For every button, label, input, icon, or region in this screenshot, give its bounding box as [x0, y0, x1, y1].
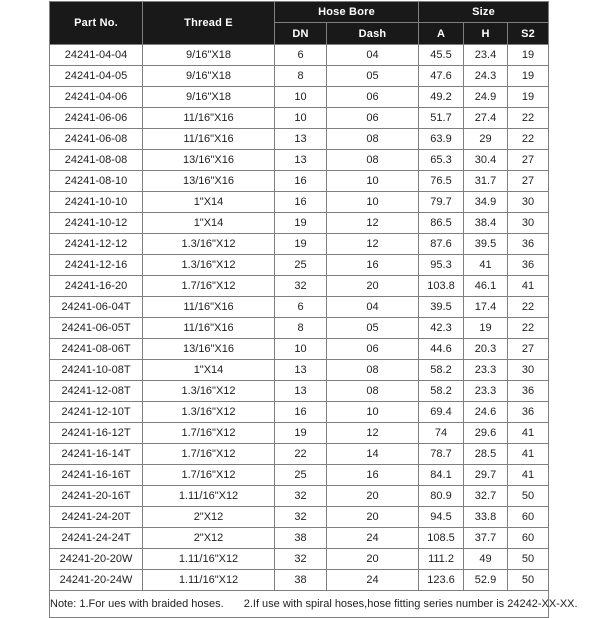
cell-part-no: 24241-06-05T [50, 318, 143, 339]
table-header [50, 2, 549, 45]
cell-dn: 10 [275, 87, 327, 108]
cell-h: 24.3 [464, 66, 508, 87]
cell-part-no: 24241-06-08 [50, 129, 143, 150]
table-row [50, 150, 549, 171]
cell-h: 49 [464, 549, 508, 570]
cell-s2: 50 [508, 570, 549, 591]
table-row [50, 381, 549, 402]
cell-dash: 08 [327, 150, 419, 171]
col-group-header-size: Size [419, 2, 549, 23]
cell-part-no: 24241-08-06T [50, 339, 143, 360]
cell-a: 65.3 [419, 150, 464, 171]
table-row [50, 192, 549, 213]
cell-s2: 27 [508, 339, 549, 360]
table-row [50, 87, 549, 108]
cell-h: 17.4 [464, 297, 508, 318]
cell-part-no: 24241-24-24T [50, 528, 143, 549]
cell-h: 30.4 [464, 150, 508, 171]
cell-a: 94.5 [419, 507, 464, 528]
cell-a: 79.7 [419, 192, 464, 213]
cell-dn: 6 [275, 45, 327, 66]
table-row [50, 528, 549, 549]
cell-s2: 30 [508, 192, 549, 213]
cell-thread-e: 9/16"X18 [143, 87, 275, 108]
cell-dn: 25 [275, 465, 327, 486]
cell-a: 76.5 [419, 171, 464, 192]
table-footer [50, 591, 578, 618]
cell-dash: 20 [327, 507, 419, 528]
cell-dn: 32 [275, 549, 327, 570]
table-body [50, 45, 549, 591]
cell-a: 80.9 [419, 486, 464, 507]
cell-dash: 06 [327, 87, 419, 108]
cell-thread-e: 1"X14 [143, 192, 275, 213]
cell-dn: 32 [275, 486, 327, 507]
cell-a: 123.6 [419, 570, 464, 591]
cell-a: 45.5 [419, 45, 464, 66]
cell-h: 31.7 [464, 171, 508, 192]
table-row [50, 276, 549, 297]
cell-h: 33.8 [464, 507, 508, 528]
cell-thread-e: 13/16"X16 [143, 150, 275, 171]
cell-thread-e: 1.3/16"X12 [143, 255, 275, 276]
cell-a: 44.6 [419, 339, 464, 360]
cell-dash: 24 [327, 528, 419, 549]
table-row [50, 234, 549, 255]
cell-thread-e: 11/16"X16 [143, 108, 275, 129]
cell-h: 46.1 [464, 276, 508, 297]
table-row [50, 255, 549, 276]
cell-part-no: 24241-12-08T [50, 381, 143, 402]
cell-dash: 10 [327, 192, 419, 213]
cell-a: 84.1 [419, 465, 464, 486]
cell-s2: 36 [508, 381, 549, 402]
cell-s2: 41 [508, 276, 549, 297]
cell-h: 29.6 [464, 423, 508, 444]
cell-part-no: 24241-16-12T [50, 423, 143, 444]
cell-a: 51.7 [419, 108, 464, 129]
cell-h: 38.4 [464, 213, 508, 234]
cell-dn: 19 [275, 234, 327, 255]
cell-thread-e: 1.3/16"X12 [143, 402, 275, 423]
cell-s2: 36 [508, 402, 549, 423]
cell-thread-e: 1.3/16"X12 [143, 381, 275, 402]
cell-thread-e: 2"X12 [143, 507, 275, 528]
table-row [50, 402, 549, 423]
cell-part-no: 24241-20-20W [50, 549, 143, 570]
cell-thread-e: 1.11/16"X12 [143, 549, 275, 570]
cell-dash: 14 [327, 444, 419, 465]
cell-a: 103.8 [419, 276, 464, 297]
table-row [50, 66, 549, 87]
cell-dn: 13 [275, 150, 327, 171]
cell-part-no: 24241-12-10T [50, 402, 143, 423]
cell-dash: 20 [327, 549, 419, 570]
cell-s2: 50 [508, 549, 549, 570]
cell-thread-e: 1.7/16"X12 [143, 465, 275, 486]
note-cell [50, 591, 578, 618]
col-header-s2: S2 [508, 23, 549, 45]
cell-dash: 12 [327, 213, 419, 234]
table-row [50, 549, 549, 570]
cell-h: 27.4 [464, 108, 508, 129]
cell-s2: 22 [508, 297, 549, 318]
cell-s2: 19 [508, 87, 549, 108]
cell-part-no: 24241-08-08 [50, 150, 143, 171]
cell-dash: 04 [327, 45, 419, 66]
cell-part-no: 24241-04-05 [50, 66, 143, 87]
cell-thread-e: 13/16"X16 [143, 339, 275, 360]
cell-dash: 24 [327, 570, 419, 591]
cell-part-no: 24241-16-16T [50, 465, 143, 486]
cell-dash: 06 [327, 108, 419, 129]
cell-part-no: 24241-10-10 [50, 192, 143, 213]
table-row [50, 213, 549, 234]
cell-dash: 05 [327, 66, 419, 87]
cell-thread-e: 13/16"X16 [143, 171, 275, 192]
cell-a: 58.2 [419, 381, 464, 402]
cell-thread-e: 1.11/16"X12 [143, 570, 275, 591]
cell-dash: 16 [327, 255, 419, 276]
cell-dn: 22 [275, 444, 327, 465]
cell-thread-e: 1"X14 [143, 360, 275, 381]
cell-h: 37.7 [464, 528, 508, 549]
cell-h: 23.4 [464, 45, 508, 66]
cell-thread-e: 9/16"X18 [143, 45, 275, 66]
cell-dash: 20 [327, 276, 419, 297]
cell-s2: 36 [508, 255, 549, 276]
table-row [50, 339, 549, 360]
cell-h: 29.7 [464, 465, 508, 486]
cell-dash: 08 [327, 360, 419, 381]
cell-h: 29 [464, 129, 508, 150]
cell-s2: 41 [508, 444, 549, 465]
cell-dn: 16 [275, 192, 327, 213]
table-row [50, 444, 549, 465]
col-header-thread-e: Thread E [143, 2, 275, 45]
col-header-part-no: Part No. [50, 2, 143, 45]
cell-h: 32.7 [464, 486, 508, 507]
cell-s2: 27 [508, 171, 549, 192]
cell-h: 24.9 [464, 87, 508, 108]
note-text-1: Note: 1.For ues with braided hoses. [50, 598, 224, 610]
cell-dn: 13 [275, 381, 327, 402]
cell-part-no: 24241-12-16 [50, 255, 143, 276]
cell-thread-e: 1.7/16"X12 [143, 423, 275, 444]
table-row [50, 570, 549, 591]
cell-dash: 04 [327, 297, 419, 318]
cell-part-no: 24241-16-14T [50, 444, 143, 465]
cell-thread-e: 1.11/16"X12 [143, 486, 275, 507]
cell-part-no: 24241-24-20T [50, 507, 143, 528]
col-header-dash: Dash [327, 23, 419, 45]
table-row [50, 507, 549, 528]
cell-dn: 6 [275, 297, 327, 318]
cell-part-no: 24241-20-24W [50, 570, 143, 591]
cell-s2: 19 [508, 45, 549, 66]
note-text-2: 2.If use with spiral hoses,hose fitting series number is 24242-XX-XX. [243, 598, 578, 610]
table-row [50, 45, 549, 66]
table-row [50, 318, 549, 339]
cell-h: 23.3 [464, 381, 508, 402]
cell-dn: 19 [275, 213, 327, 234]
cell-s2: 41 [508, 423, 549, 444]
cell-dash: 12 [327, 423, 419, 444]
cell-s2: 50 [508, 486, 549, 507]
cell-h: 24.6 [464, 402, 508, 423]
cell-a: 49.2 [419, 87, 464, 108]
cell-s2: 30 [508, 213, 549, 234]
cell-dn: 38 [275, 528, 327, 549]
cell-dn: 10 [275, 339, 327, 360]
cell-a: 108.5 [419, 528, 464, 549]
cell-dn: 25 [275, 255, 327, 276]
cell-dn: 38 [275, 570, 327, 591]
table-row [50, 171, 549, 192]
cell-a: 78.7 [419, 444, 464, 465]
cell-part-no: 24241-16-20 [50, 276, 143, 297]
table-row [50, 486, 549, 507]
table-row [50, 360, 549, 381]
cell-s2: 41 [508, 465, 549, 486]
cell-thread-e: 11/16"X16 [143, 297, 275, 318]
cell-s2: 60 [508, 528, 549, 549]
cell-s2: 19 [508, 66, 549, 87]
cell-h: 39.5 [464, 234, 508, 255]
cell-part-no: 24241-06-04T [50, 297, 143, 318]
cell-dash: 05 [327, 318, 419, 339]
cell-s2: 22 [508, 318, 549, 339]
cell-dash: 08 [327, 129, 419, 150]
col-header-h: H [464, 23, 508, 45]
cell-dn: 13 [275, 129, 327, 150]
cell-thread-e: 1.7/16"X12 [143, 444, 275, 465]
cell-a: 95.3 [419, 255, 464, 276]
cell-thread-e: 2"X12 [143, 528, 275, 549]
cell-s2: 30 [508, 360, 549, 381]
cell-a: 42.3 [419, 318, 464, 339]
cell-part-no: 24241-10-08T [50, 360, 143, 381]
cell-dn: 13 [275, 360, 327, 381]
cell-thread-e: 1.7/16"X12 [143, 276, 275, 297]
cell-dn: 32 [275, 507, 327, 528]
cell-dash: 10 [327, 402, 419, 423]
cell-h: 34.9 [464, 192, 508, 213]
cell-thread-e: 1"X14 [143, 213, 275, 234]
cell-a: 39.5 [419, 297, 464, 318]
table-row [50, 297, 549, 318]
cell-dash: 10 [327, 171, 419, 192]
cell-a: 111.2 [419, 549, 464, 570]
cell-dn: 16 [275, 171, 327, 192]
cell-a: 74 [419, 423, 464, 444]
cell-s2: 22 [508, 108, 549, 129]
cell-thread-e: 1.3/16"X12 [143, 234, 275, 255]
cell-thread-e: 11/16"X16 [143, 129, 275, 150]
cell-dash: 20 [327, 486, 419, 507]
cell-thread-e: 11/16"X16 [143, 318, 275, 339]
table-row [50, 465, 549, 486]
cell-dn: 32 [275, 276, 327, 297]
col-header-a: A [419, 23, 464, 45]
cell-s2: 36 [508, 234, 549, 255]
cell-h: 23.3 [464, 360, 508, 381]
col-group-header-hose-bore: Hose Bore [275, 2, 419, 23]
cell-part-no: 24241-04-06 [50, 87, 143, 108]
cell-h: 20.3 [464, 339, 508, 360]
cell-a: 47.6 [419, 66, 464, 87]
cell-h: 19 [464, 318, 508, 339]
cell-dn: 10 [275, 108, 327, 129]
cell-dash: 16 [327, 465, 419, 486]
cell-dash: 08 [327, 381, 419, 402]
cell-h: 52.9 [464, 570, 508, 591]
cell-part-no: 24241-04-04 [50, 45, 143, 66]
table-row [50, 129, 549, 150]
cell-thread-e: 9/16"X18 [143, 66, 275, 87]
cell-dn: 16 [275, 402, 327, 423]
cell-dn: 8 [275, 66, 327, 87]
cell-part-no: 24241-20-16T [50, 486, 143, 507]
col-header-dn: DN [275, 23, 327, 45]
cell-h: 41 [464, 255, 508, 276]
table-row [50, 423, 549, 444]
cell-a: 58.2 [419, 360, 464, 381]
cell-dn: 8 [275, 318, 327, 339]
hose-fitting-spec-table [49, 1, 578, 618]
cell-a: 63.9 [419, 129, 464, 150]
cell-a: 87.6 [419, 234, 464, 255]
cell-s2: 60 [508, 507, 549, 528]
cell-s2: 22 [508, 129, 549, 150]
cell-dash: 12 [327, 234, 419, 255]
cell-dn: 19 [275, 423, 327, 444]
cell-part-no: 24241-12-12 [50, 234, 143, 255]
cell-part-no: 24241-10-12 [50, 213, 143, 234]
table-row [50, 108, 549, 129]
cell-dash: 06 [327, 339, 419, 360]
cell-a: 69.4 [419, 402, 464, 423]
cell-part-no: 24241-08-10 [50, 171, 143, 192]
cell-h: 28.5 [464, 444, 508, 465]
cell-s2: 27 [508, 150, 549, 171]
cell-part-no: 24241-06-06 [50, 108, 143, 129]
cell-a: 86.5 [419, 213, 464, 234]
